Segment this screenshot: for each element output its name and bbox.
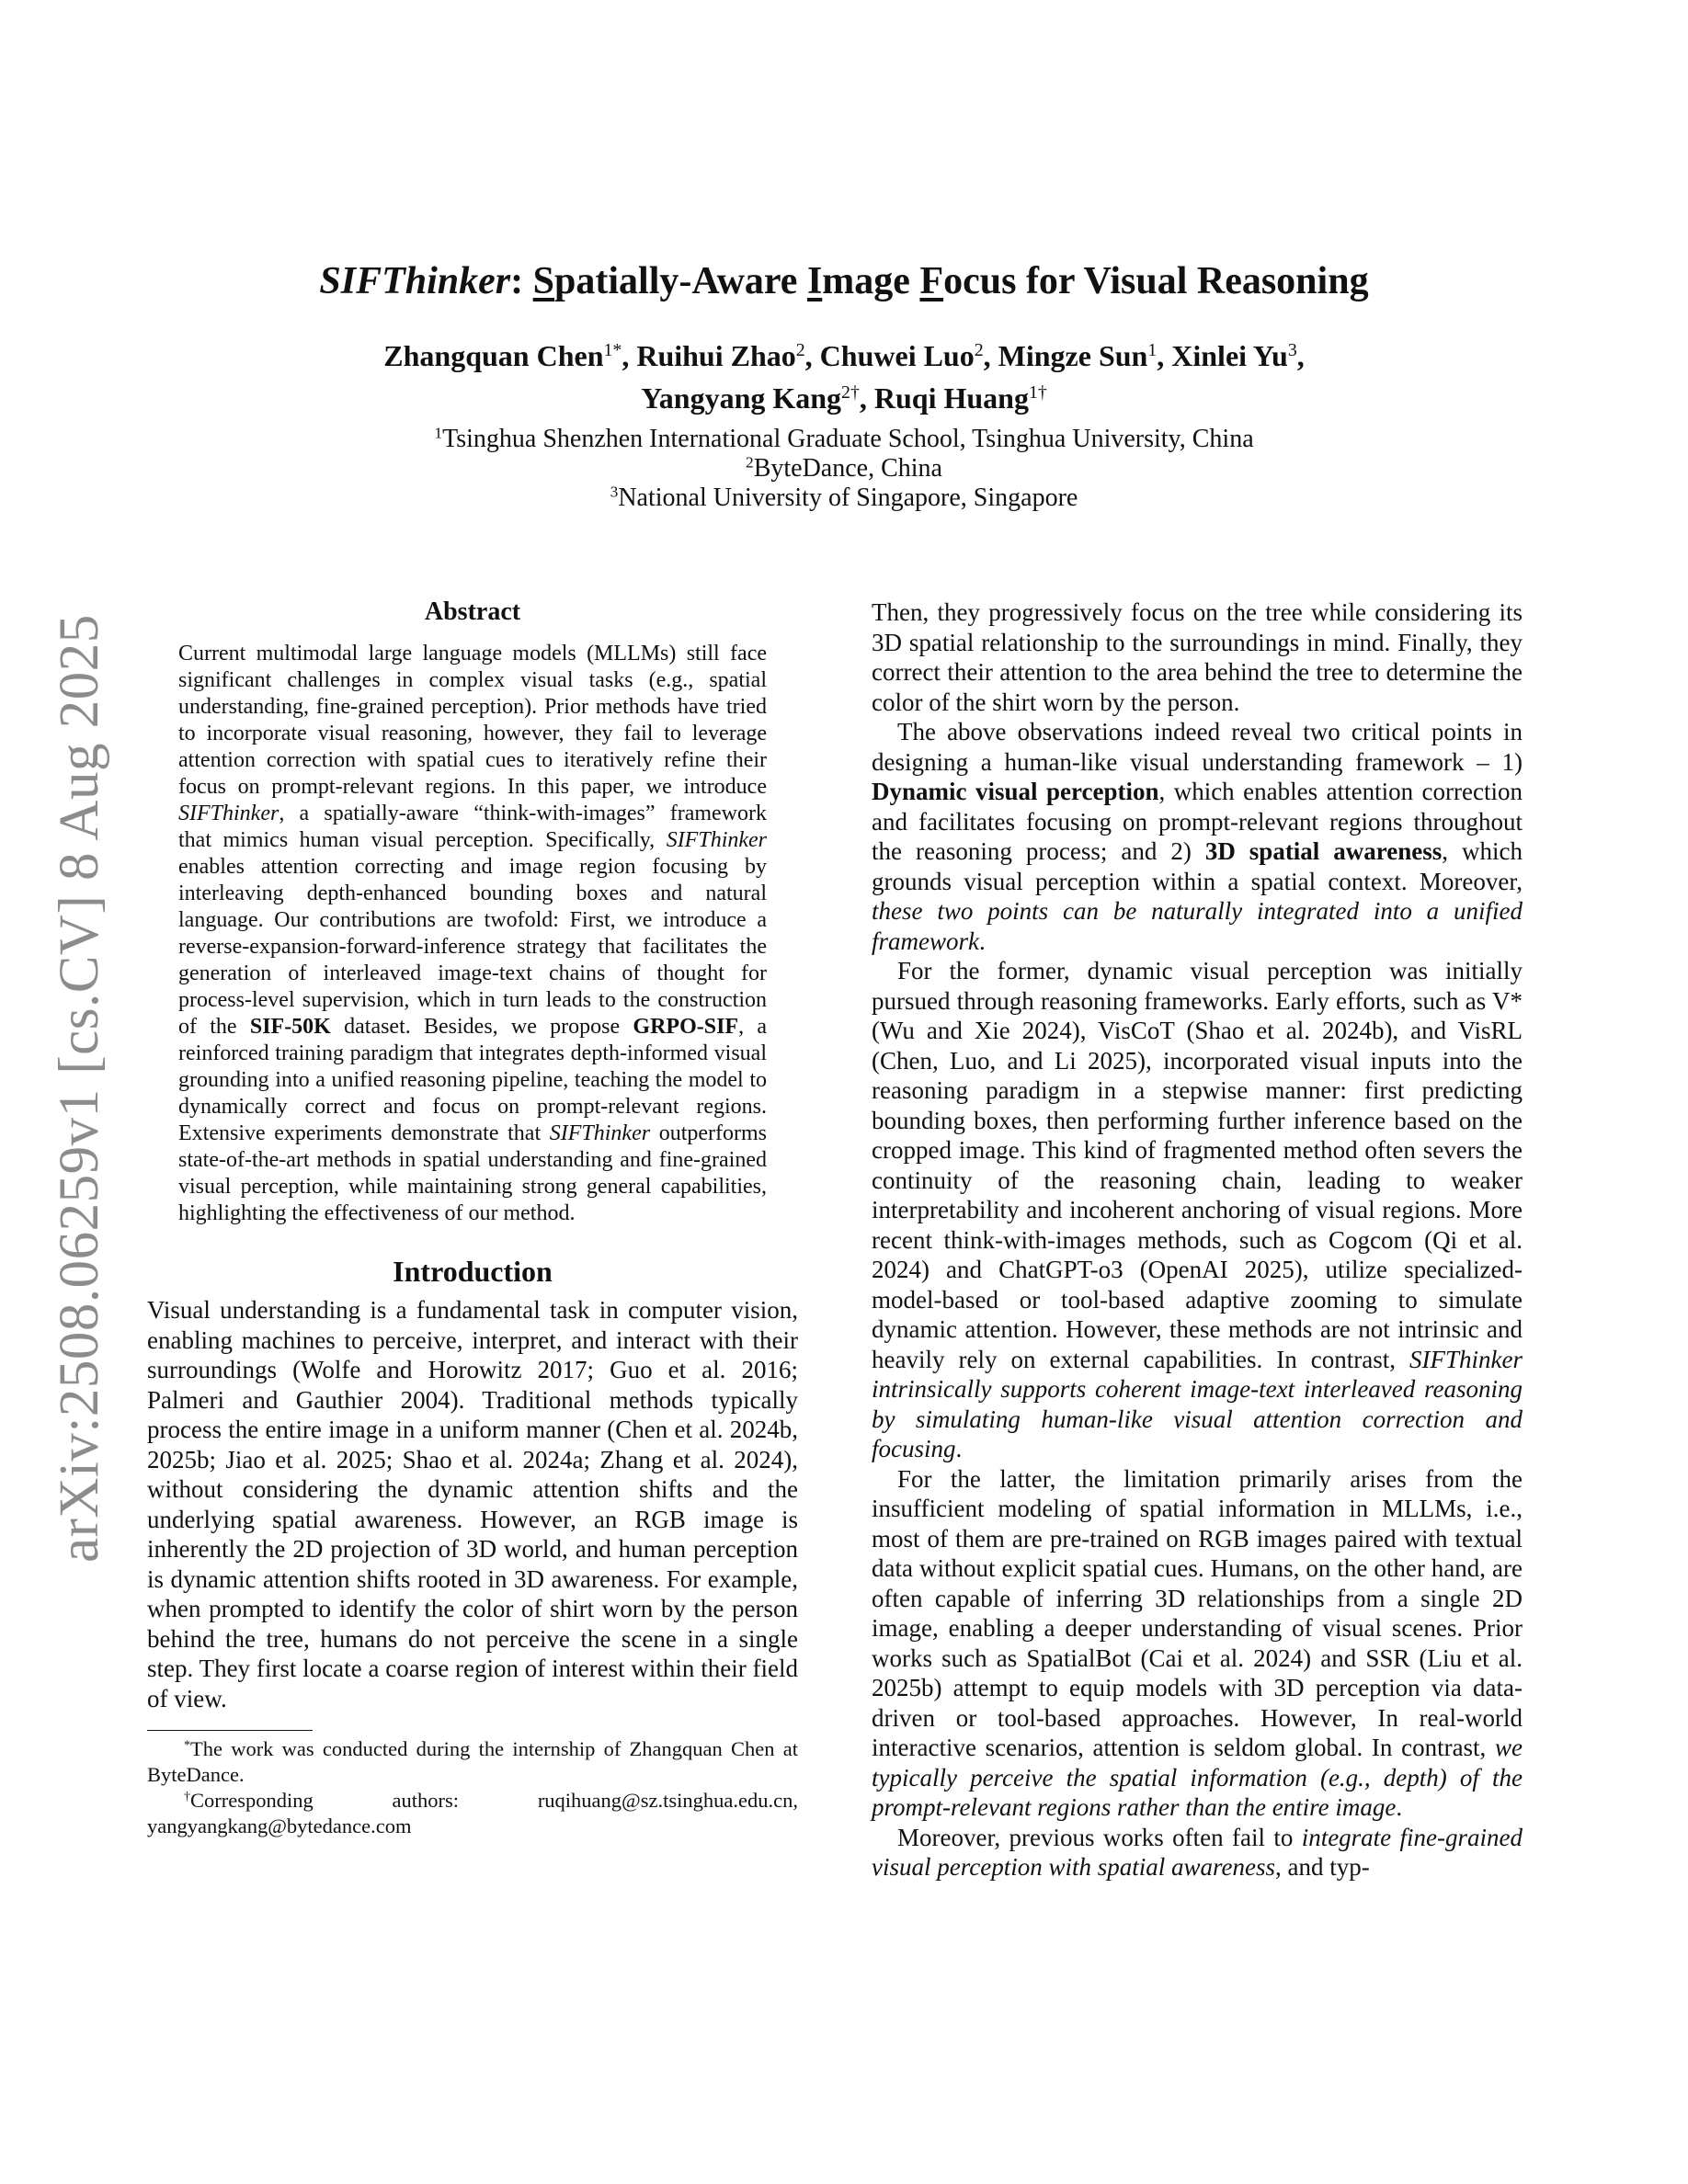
author-line-2: Yangyang Kang$^{2\dagger}$, Ruqi Huang$^{1\dagger}$ bbox=[641, 381, 1047, 415]
title-separator: : bbox=[510, 260, 533, 302]
email-link: yangyangkang@bytedance.com bbox=[147, 1814, 412, 1837]
author-affil-mark: 1 bbox=[1147, 340, 1158, 361]
author-affil-mark: 1† bbox=[1028, 382, 1047, 404]
email-link: ruqihuang@sz.tsinghua.edu.cn, bbox=[537, 1789, 798, 1812]
abstract-heading: Abstract bbox=[424, 597, 521, 626]
affiliation-1: $^1$Tsinghua Shenzhen International Graduate School, Tsinghua University, China bbox=[434, 424, 1254, 453]
intro-paragraph-6: Moreover, previous works often fail to integrate fine-grained visual perception with spatial awareness, and typ- bbox=[872, 1823, 1523, 1881]
author-name: Yangyang Kang bbox=[641, 381, 842, 415]
author-affil-mark: 3 bbox=[1287, 340, 1297, 361]
author-name: Ruqi Huang bbox=[873, 381, 1029, 415]
footnote-rule bbox=[147, 1730, 313, 1731]
author-name: Mingze Sun bbox=[998, 339, 1148, 372]
intro-paragraph-5: For the latter, the limitation primarily arises from the insufficient modeling of spatial information in MLLMs, i.e., most of them are pre-trained on RGB images paired with textual data without explicit spatial cues. Humans, on the other hand, are often capable of inferring 3D relationships from a single 2D image, enabling a deeper understanding of visual scenes. Prior works such as SpatialBot (Cai et al. 2024) and SSR (Liu et al. 2025b) attempt to equip models with 3D perception via data-driven or tool-based approaches. However, In real-world interactive scenarios, attention is seldom global. In contrast, we typically perceive the spatial information (e.g., depth) of the prompt-relevant regions rather than the entire image. bbox=[872, 1464, 1523, 1821]
affiliation-3: $^3$National University of Singapore, Singapore bbox=[610, 483, 1078, 512]
paper-title bbox=[0, 259, 1688, 303]
author-affil-mark: 1* bbox=[603, 340, 622, 361]
footnotes bbox=[147, 1730, 798, 1839]
arxiv-identifier: arXiv:2508.06259v1 [cs.CV] 8 Aug 2025 bbox=[49, 614, 110, 1563]
title-model-name: SIFThinker bbox=[319, 260, 511, 302]
abstract-text: Current multimodal large language models (MLLMs) still face significant challenges in complex visual tasks (e.g., spatial understanding, fine-grained perception). Prior methods have tried to incorporate visual reasoning, however, they fail to leverage attention correction with spatial cues to iteratively refine their focus on prompt-relevant regions. In this paper, we introduce SIFThinker, a spatially-aware “think-with-images” framework that mimics human visual perception. Specifically, SIFThinker enables attention correcting and image region focusing by interleaving depth-enhanced bounding boxes and natural language. Our contributions are twofold: First, we introduce a reverse-expansion-forward-inference strategy that facilitates the generation of interleaved image-text chains of thought for process-level supervision, which in turn leads to the construction of the SIF-50K dataset. Besides, we propose GRPO-SIF, a reinforced training paradigm that integrates depth-informed visual grounding into a unified reasoning pipeline, teaching the model to dynamically correct and focus on prompt-relevant regions. Extensive experiments demonstrate that SIFThinker outperforms state-of-the-art methods in spatial understanding and fine-grained visual perception, while maintaining strong general capabilities, highlighting the effectiveness of our method. bbox=[178, 641, 768, 1225]
author-name: Xinlei Yu bbox=[1171, 339, 1288, 372]
footnote-corresponding: †Corresponding authors: ruqihuang@sz.tsinghua.edu.cn, bbox=[184, 1789, 798, 1812]
intro-paragraph-4: For the former, dynamic visual perception was initially pursued through reasoning frameworks. Early efforts, such as V* (Wu and Xie 2024), VisCoT (Shao et al. 2024b), and VisRL (Chen, Luo, and Li 2025), incorporated visual inputs into the reasoning paradigm in a stepwise manner: first predicting bounding boxes, then performing further inference based on the cropped image. This kind of fragmented method often severs the continuity of the reasoning chain, leading to weaker interpretability and incoherent anchoring of visual regions. More recent think-with-images methods, such as Cogcom (Qi et al. 2024) and ChatGPT-o3 (OpenAI 2025), utilize specialized-model-based or tool-based adaptive zooming to simulate dynamic attention. However, these methods are not intrinsic and heavily rely on external capabilities. In contrast, SIFThinker intrinsically supports coherent image-text interleaved reasoning by simulating human-like visual attention correction and focusing. bbox=[872, 957, 1523, 1462]
title-word-spatially: patially-Aware bbox=[554, 260, 807, 302]
title-initial-s: S bbox=[532, 260, 555, 302]
right-column bbox=[872, 597, 1523, 1883]
intro-paragraph-1: Visual understanding is a fundamental task in computer vision, enabling machines to perceive, interpret, and interact with their surroundings (Wolfe and Horowitz 2017; Guo et al. 2016; Palmeri and Gauthier 2004). Traditional methods typically process the entire image in a uniform manner (Chen et al. 2024b, 2025b; Jiao et al. 2025; Shao et al. 2024a; Zhang et al. 2024), without considering the dynamic attention shifts and the underlying spatial awareness. However, an RGB image is inherently the 2D projection of 3D world, and human perception is dynamic attention shifts rooted in 3D awareness. For example, when prompted to identify the color of shirt worn by the person behind the tree, humans do not perceive the scene in a single step. They first locate a coarse region of interest within their field of view. bbox=[147, 1296, 798, 1712]
affiliation-2: $^2$ByteDance, China bbox=[746, 453, 942, 483]
author-name: Ruihui Zhao bbox=[636, 339, 796, 372]
left-column bbox=[147, 597, 798, 1839]
author-name: Zhangquan Chen bbox=[383, 339, 604, 372]
title-word-image: mage bbox=[822, 260, 920, 302]
introduction-heading: Introduction bbox=[393, 1254, 553, 1288]
title-initial-f: F bbox=[919, 260, 944, 302]
author-line-1: Zhangquan Chen$^{1*}$, Ruihui Zhao$^2$, Chuwei Luo$^2$, Mingze Sun$^1$, Xinlei Yu$^3$, bbox=[383, 339, 1305, 372]
title-word-focus: ocus for Visual Reasoning bbox=[943, 260, 1369, 302]
author-affil-mark: 2 bbox=[974, 340, 984, 361]
author-list bbox=[0, 335, 1688, 419]
author-affil-mark: 2† bbox=[841, 382, 860, 404]
affiliation-list bbox=[0, 425, 1688, 513]
footnote-internship: *The work was conducted during the internship of Zhangquan Chen at ByteDance. bbox=[147, 1737, 798, 1786]
intro-paragraph-2: Then, they progressively focus on the tree while considering its 3D spatial relationship to the surroundings in mind. Finally, they correct their attention to the area behind the tree to determine the color of the shirt worn by the person. bbox=[872, 598, 1523, 716]
title-initial-i: I bbox=[806, 260, 823, 302]
intro-paragraph-3: The above observations indeed reveal two critical points in designing a human-like visual understanding framework – 1) Dynamic visual perception, which enables attention correction and facilitates focusing on prompt-relevant regions throughout the reasoning process; and 2) 3D spatial awareness, which grounds visual perception within a spatial context. Moreover, these two points can be naturally integrated into a unified framework. bbox=[872, 718, 1523, 955]
author-affil-mark: 2 bbox=[795, 340, 805, 361]
author-name: Chuwei Luo bbox=[819, 339, 975, 372]
